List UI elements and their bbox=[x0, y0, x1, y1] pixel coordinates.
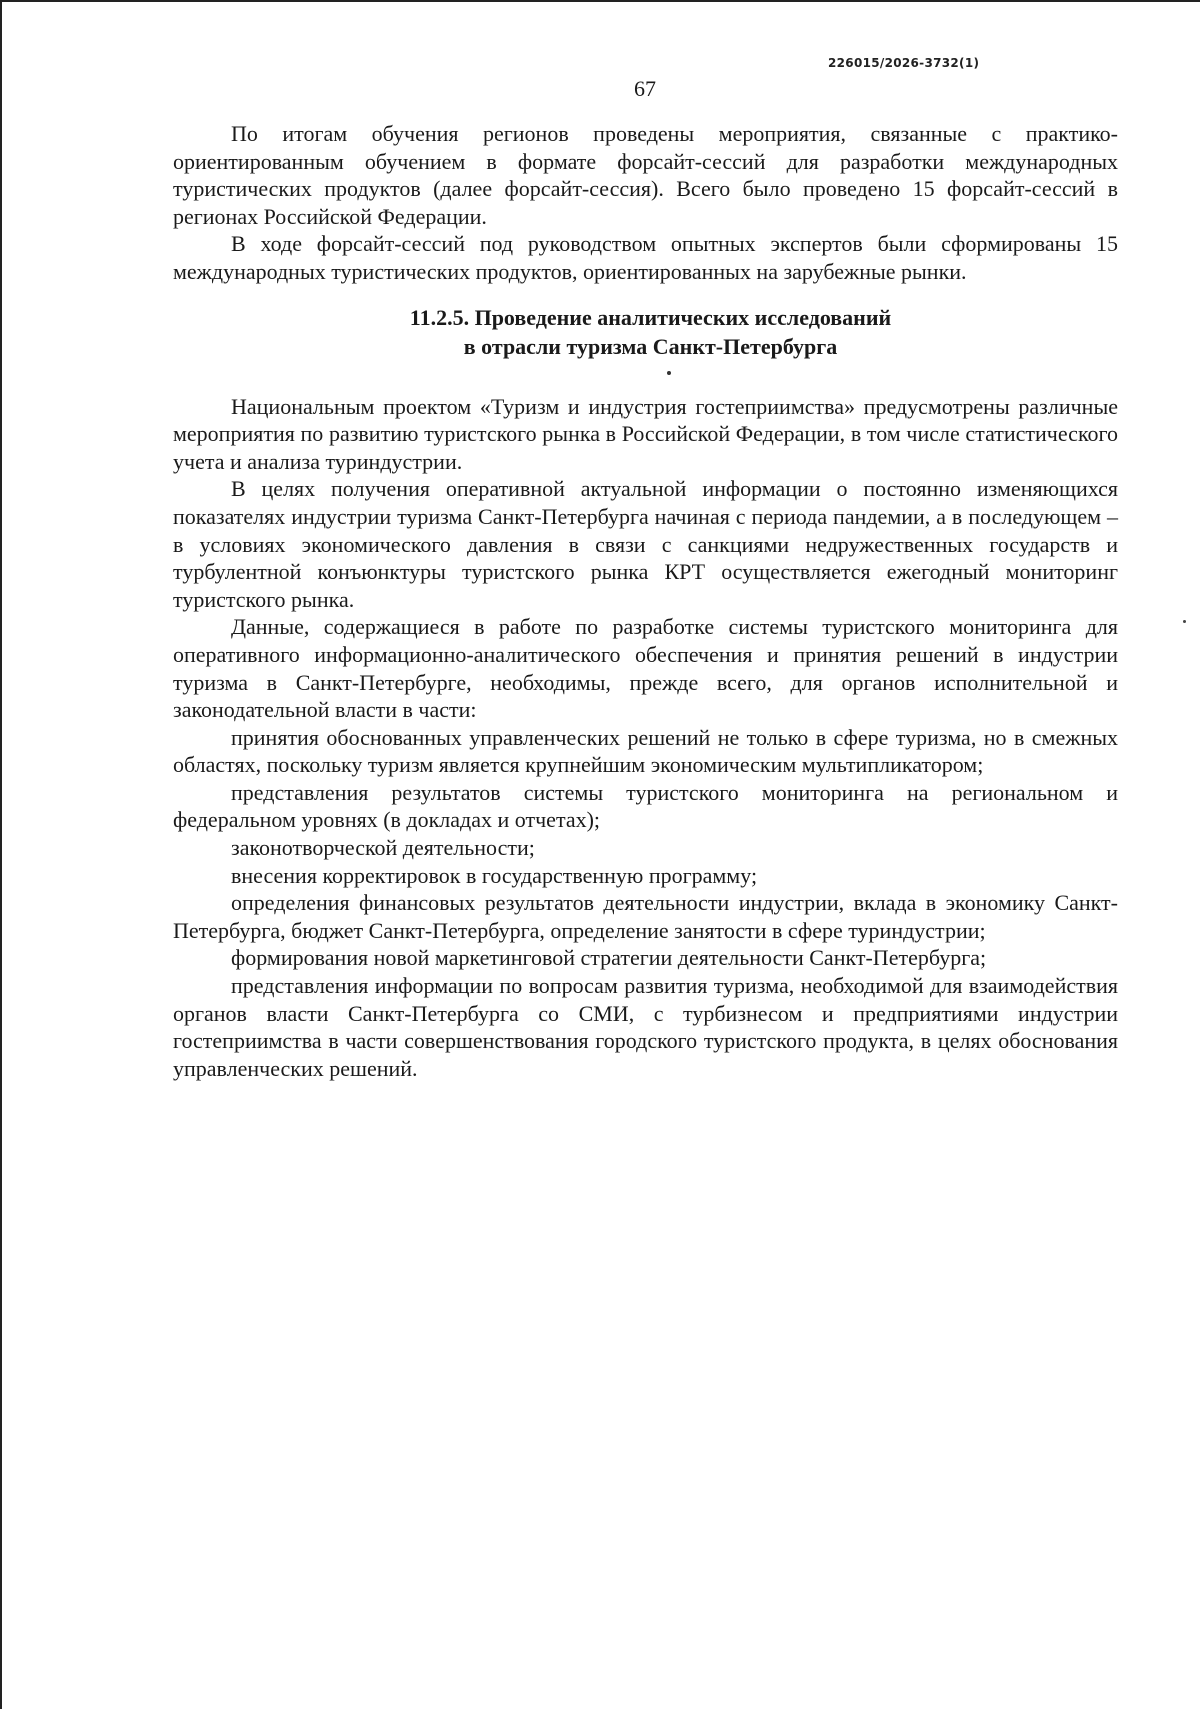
list-item: представления информации по вопросам развития туризма, необходимой для взаимодействия органов власти Санкт-Петербурга со СМИ, с турбизнесом и предприятиями индустрии гостеприимства в части совершенствования городского туристского продукта, в целях обоснования управленческих решений. bbox=[173, 973, 1118, 1081]
paragraph: Данные, содержащиеся в работе по разработке системы туристского мониторинга для оперативного информационно-аналитического обеспечения и принятия решений в индустрии туризма в Санкт-Петербурге, необходимы, прежде всего, для органов исполнительной и законодательной власти в части: bbox=[173, 614, 1118, 723]
list-item: формирования новой маркетинговой стратегии деятельности Санкт-Петербурга; bbox=[231, 945, 987, 971]
section-heading-line-2: в отрасли туризма Санкт-Петербурга bbox=[463, 333, 838, 359]
list-item: законотворческой деятельности; bbox=[231, 835, 535, 861]
scan-margin-mark bbox=[1183, 620, 1186, 623]
document-number: 226015/2026-3732(1) bbox=[828, 56, 980, 70]
list-item: принятия обоснованных управленческих решений не только в сфере туризма, но в смежных областях, поскольку туризм является крупнейшим экономическим мультипликатором; bbox=[173, 724, 1118, 778]
section-heading-line-1: 11.2.5. Проведение аналитических исследований bbox=[409, 304, 892, 330]
paragraph: Национальным проектом «Туризм и индустрия гостеприимства» предусмотрены различные мероприятия по развитию туристского рынка в Российской Федерации, в том числе статистического учета и анализа туриндустрии. bbox=[173, 393, 1118, 474]
paragraph: В ходе форсайт-сессий под руководством опытных экспертов были сформированы 15 международных туристических продуктов, ориентированных на зарубежные рынки. bbox=[173, 231, 1118, 284]
scan-border-left bbox=[0, 0, 2, 1709]
list-item: представления результатов системы туристского мониторинга на региональном и федеральном уровнях (в докладах и отчетах); bbox=[173, 779, 1118, 833]
scan-dot-mark bbox=[667, 371, 671, 375]
document-body bbox=[173, 120, 1118, 1082]
list-item: внесения корректировок в государственную программу; bbox=[231, 862, 758, 888]
paragraph: По итогам обучения регионов проведены мероприятия, связанные с практико-ориентированным обучением в формате форсайт-сессий для разработки международных туристических продуктов (далее форсайт-сессия). Всего было проведено 15 форсайт-сессий в регионах Российской Федерации. bbox=[173, 121, 1118, 229]
paragraph: В целях получения оперативной актуальной информации о постоянно изменяющихся показателях индустрии туризма Санкт-Петербурга начиная с периода пандемии, а в последующем – в условиях экономического давления в связи с санкциями недружественных государств и турбулентной конъюнктуры туристского рынка КРТ осуществляется ежегодный мониторинг туристского рынка. bbox=[173, 476, 1118, 612]
page-number: 67 bbox=[634, 76, 656, 101]
section-heading bbox=[173, 303, 1118, 361]
list-item: определения финансовых результатов деятельности индустрии, вклада в экономику Санкт-Петербурга, бюджет Санкт-Петербурга, определение занятости в сфере туриндустрии; bbox=[173, 890, 1118, 943]
scan-border-top bbox=[0, 0, 1200, 2]
